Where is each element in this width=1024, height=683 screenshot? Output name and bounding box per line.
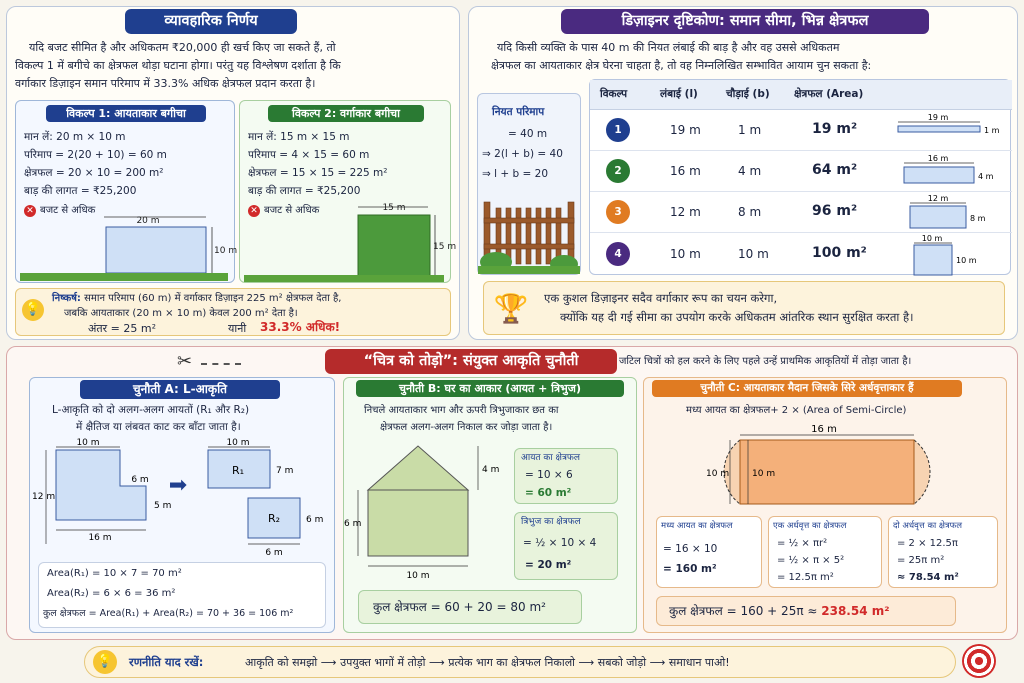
break-it-panel [6,346,1018,640]
designer-panel [468,6,1018,340]
challenge-b-title: चुनौती B: घर का आकार (आयत + त्रिभुज) [356,380,624,397]
conclusion-yani: यानी [228,322,247,335]
svg-text:12 m: 12 m [927,194,949,203]
row-area: 64 m² [812,162,858,178]
svg-text:6 m: 6 m [344,519,362,529]
strategy-step: आकृति को समझो [245,656,318,669]
middle-rect-box: मध्य आयत का क्षेत्रफल = 16 × 10 = 160 m² [656,516,762,588]
header-area: क्षेत्रफल (Area) [794,88,864,100]
designer-note-box [483,281,1005,335]
row-length: 19 m [670,123,701,137]
strategy-step: समाधान पाओ! [668,656,730,669]
fixed-perimeter-box [477,93,581,275]
option2-height-label: 15 m [433,242,457,252]
bulb-icon: 💡 [93,650,117,674]
option2-line: बाड़ की लागत = ₹25,200 [248,185,361,197]
challenge-b-card [343,377,637,633]
challenge-a-desc-2: में क्षैतिज या लंबवत काट कर बाँटा जाता है। [76,421,241,433]
challenge-b-desc-1: निचले आयताकार भाग और ऊपरी त्रिभुजाकार छत का [364,405,559,416]
header-length: लंबाई (l) [660,88,698,100]
row-length: 12 m [670,205,701,219]
option-number-badge: 2 [606,159,630,183]
svg-text:10 m: 10 m [406,571,430,581]
challenge-a-calc: Area(R₁) = 10 × 7 = 70 m² Area(R₂) = 6 × 6 = 36 m² कुल क्षेत्रफल = Area(R₁) + Area(R₂) = 70 + 36 = 106 m² [38,562,326,628]
challenge-c-desc: मध्य आयत का क्षेत्रफल+ 2 × (Area of Semi-Circle) [686,405,907,416]
arrow-icon: ⟶ [428,656,449,669]
table-row [590,192,1012,233]
row-area: 19 m² [812,121,858,137]
arrow-icon: ⟶ [578,656,598,669]
cut-line [201,363,241,365]
practical-title: व्यावहारिक निर्णय [125,9,297,34]
designer-title: डिज़ाइनर दृष्टिकोण: समान सीमा, भिन्न क्षेत्रफल [561,9,929,34]
arrow-icon: ⟶ [649,656,669,669]
option2-line: क्षेत्रफल = 15 × 15 = 225 m² [248,167,388,179]
stadium-shape-diagram [644,420,1006,510]
practical-intro-3: वर्गाकार डिज़ाइन समान परिमाप में 33.3% अधिक क्षेत्रफल प्रदान करता है। [15,77,316,90]
conclusion-label: निष्कर्ष: [52,293,81,304]
strategy-step: सबको जोड़ो [597,656,647,669]
row-shape [886,151,1010,191]
option1-line: परिमाप = 2(20 + 10) = 60 m [24,149,167,161]
header-width: चौड़ाई (b) [726,88,770,100]
stadium-total-box: कुल क्षेत्रफल = 160 + 25π ≈ 238.54 m² [656,596,956,626]
break-it-title: “चित्र को तोड़ो”: संयुक्त आकृति चुनौती [325,349,617,374]
option2-title: विकल्प 2: वर्गाकार बगीचा [268,105,424,122]
right-arrow-icon: ➡ [168,473,188,498]
row-width: 10 m [738,247,769,261]
l-shape-diagram [30,436,332,558]
row-area: 96 m² [812,203,858,219]
challenge-a-desc-1: L-आकृति को दो अलग-अलग आयतों (R₁ और R₂) [52,404,250,416]
svg-text:10 m: 10 m [226,438,250,448]
trophy-icon: 🏆 [493,292,529,325]
option1-title: विकल्प 1: आयताकार बगीचा [46,105,206,122]
svg-text:19 m: 19 m [927,113,949,122]
svg-text:7 m: 7 m [276,466,294,476]
cross-icon: ✕ [24,205,36,217]
strategy-steps [245,654,730,671]
strategy-step: उपयुक्त भागों में तोड़ो [340,656,426,669]
dimensions-table [589,79,1011,275]
svg-text:6 m: 6 m [306,515,324,525]
svg-text:R₂: R₂ [267,512,281,525]
svg-text:10 m: 10 m [706,469,730,479]
house-shape-diagram [344,440,514,590]
table-row [590,151,1012,192]
fixed-perimeter-title: नियत परिमाप [492,106,545,118]
table-row [590,110,1012,151]
designer-intro-2: क्षेत्रफल का आयताकार क्षेत्र घेरना चाहता है, तो वह निम्नलिखित सम्भावित आयाम चुन सकता है: [491,59,872,72]
practical-intro-1: यदि बजट सीमित है और अधिकतम ₹20,000 ही खर्च किए जा सकते हैं, तो [29,41,336,54]
svg-text:8 m: 8 m [970,214,986,223]
svg-text:12 m: 12 m [32,492,56,502]
row-width: 8 m [738,205,762,219]
challenge-a-card [29,377,335,633]
option1-line: क्षेत्रफल = 20 × 10 = 200 m² [24,167,164,179]
option1-garden-diagram [16,213,238,283]
option1-card [15,100,238,283]
option2-line: मान लें: 15 m × 15 m [248,131,350,143]
fixed-perimeter-eq1: ⇒ 2(l + b) = 40 [482,148,563,160]
triangle-area-box: त्रिभुज का क्षेत्रफल = ½ × 10 × 4 = 20 m² [514,512,618,580]
fence-illustration [478,194,580,274]
strategy-bar [84,646,956,678]
practical-decision-panel [6,6,460,340]
option-number-badge: 1 [606,118,630,142]
conclusion-line-2: जबकि आयताकार (20 m × 10 m) केवल 200 m² देता है। [64,308,298,319]
option2-status: ✕ बजट से अधिक [248,202,319,219]
strategy-step: प्रत्येक भाग का क्षेत्रफल निकालो [448,656,576,669]
house-total-box: कुल क्षेत्रफल = 60 + 20 = 80 m² [358,590,582,624]
target-icon [962,644,996,678]
option-number-badge: 4 [606,242,630,266]
break-it-subtitle: जटिल चित्रों को हल करने के लिए पहले उन्हें प्राथमिक आकृतियों में तोड़ा जाता है। [619,356,912,367]
svg-text:4 m: 4 m [482,465,500,475]
option1-line: मान लें: 20 m × 10 m [24,131,126,143]
row-area: 100 m² [812,245,867,261]
svg-text:16 m: 16 m [88,533,112,543]
challenge-c-title: चुनौती C: आयताकार मैदान जिसके सिरे अर्धवृत्ताकार हैं [652,380,962,397]
row-shape [886,233,1010,276]
table-header-row [590,80,1012,110]
option1-width-label: 20 m [136,216,160,226]
svg-text:5 m: 5 m [154,501,172,511]
cross-icon: ✕ [248,205,260,217]
header-option: विकल्प [600,88,628,100]
designer-note-1: एक कुशल डिज़ाइनर सदैव वर्गाकार रूप का चयन करेगा, [544,291,778,305]
fixed-perimeter-value: = 40 m [508,128,548,140]
row-width: 4 m [738,164,762,178]
option2-card [239,100,457,283]
rect-area-box: आयत का क्षेत्रफल = 10 × 6 = 60 m² [514,448,618,504]
designer-intro-1: यदि किसी व्यक्ति के पास 40 m की नियत लंबाई की बाड़ है और वह उससे अधिकतम [497,41,840,54]
option1-height-label: 10 m [214,246,238,256]
svg-text:10 m: 10 m [956,256,977,265]
designer-note-2: क्योंकि यह दी गई सीमा का उपयोग करके अधिकतम आंतरिक स्थान सुरक्षित करता है। [560,310,914,324]
svg-text:16 m: 16 m [927,154,949,163]
row-shape [886,192,1010,232]
conclusion-box [15,288,451,336]
row-width: 1 m [738,123,762,137]
svg-text:10 m: 10 m [752,469,776,479]
option1-line: बाड़ की लागत = ₹25,200 [24,185,137,197]
svg-text:10 m: 10 m [76,438,100,448]
conclusion-diff: अंतर = 25 m² [88,322,157,335]
svg-text:10 m: 10 m [921,234,943,243]
challenge-a-title: चुनौती A: L-आकृति [80,380,280,399]
svg-text:1 m: 1 m [984,126,1000,135]
conclusion-line-1: समान परिमाप (60 m) में वर्गाकार डिज़ाइन 225 m² क्षेत्रफल देता है, [84,293,342,304]
row-length: 10 m [670,247,701,261]
table-row [590,233,1012,276]
svg-text:6 m: 6 m [265,548,283,558]
svg-text:6 m: 6 m [131,475,149,485]
arrow-icon: ⟶ [320,656,341,669]
conclusion-percent: 33.3% अधिक! [260,320,341,334]
option2-width-label: 15 m [382,203,406,213]
row-length: 16 m [670,164,701,178]
bulb-icon: 💡 [22,299,44,321]
fixed-perimeter-eq2: ⇒ l + b = 20 [482,168,549,180]
strategy-label: रणनीति याद रखें: [129,655,204,669]
challenge-b-desc-2: क्षेत्रफल अलग-अलग निकाल कर जोड़ा जाता है। [380,422,553,433]
option1-status: ✕ बजट से अधिक [24,202,95,219]
practical-intro-2: विकल्प 1 में बगीचे का क्षेत्रफल थोड़ा घटाना होगा। परंतु यह विश्लेषण दर्शाता है कि [15,59,341,72]
option2-line: परिमाप = 4 × 15 = 60 m [248,149,370,161]
one-semicircle-box: एक अर्धवृत्त का क्षेत्रफल = ½ × πr² = ½ × π × 5² = 12.5π m² [768,516,882,588]
row-shape [886,110,1010,150]
option-number-badge: 3 [606,200,630,224]
challenge-c-card [643,377,1007,633]
svg-text:16 m: 16 m [811,424,837,435]
scissors-icon: ✂ [177,351,193,372]
svg-text:R₁: R₁ [231,464,245,477]
two-semicircles-box: दो अर्धवृत्त का क्षेत्रफल = 2 × 12.5π = 25π m² ≈ 78.54 m² [888,516,998,588]
svg-text:4 m: 4 m [978,172,994,181]
option2-garden-diagram [240,201,457,283]
